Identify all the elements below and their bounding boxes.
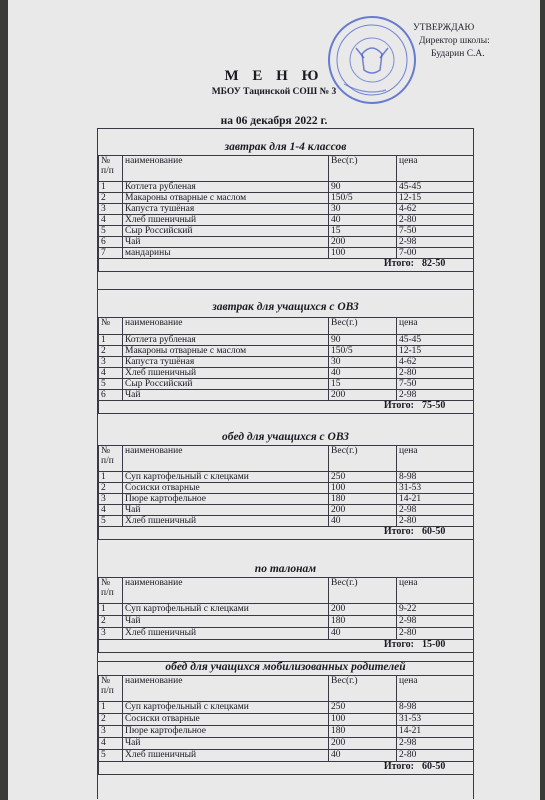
menu-table	[98, 445, 474, 540]
row-price: 9-22	[397, 604, 474, 616]
row-price: 2-80	[397, 750, 474, 762]
row-weight: 15	[329, 226, 397, 237]
row-price: 31-53	[397, 714, 474, 726]
row-name: Суп картофельный с клецками	[123, 702, 329, 714]
row-weight: 250	[329, 702, 397, 714]
row-name: Хлеб пшеничный	[123, 750, 329, 762]
col-number: № п/п	[99, 446, 123, 472]
table-row	[99, 204, 474, 215]
row-price: 14-21	[397, 494, 474, 505]
row-name: мандарины	[123, 248, 329, 259]
col-weight: Вес(г.)	[329, 446, 397, 472]
row-name: Сыр Российский	[123, 379, 329, 390]
approval-signer: Бударин С.А.	[431, 49, 485, 59]
table-row	[99, 750, 474, 762]
menu-frame	[97, 128, 474, 799]
row-price: 31-53	[397, 483, 474, 494]
row-name: Чай	[123, 738, 329, 750]
col-name: наименование	[123, 676, 329, 702]
table-row	[99, 346, 474, 357]
row-weight: 40	[329, 516, 397, 527]
section-title: завтрак для учащихся с ОВЗ	[212, 301, 359, 313]
row-weight: 150/5	[329, 193, 397, 204]
row-name: Котлета рубленая	[123, 335, 329, 346]
row-price: 12-15	[397, 193, 474, 204]
row-name: Макароны отварные с маслом	[123, 193, 329, 204]
row-price: 8-98	[397, 472, 474, 483]
table-row	[99, 215, 474, 226]
row-weight: 180	[329, 494, 397, 505]
menu-document	[8, 0, 540, 800]
table-row	[99, 237, 474, 248]
row-price: 45-45	[397, 335, 474, 346]
table-row	[99, 616, 474, 628]
row-weight: 40	[329, 750, 397, 762]
row-name: Пюре картофельное	[123, 726, 329, 738]
row-price: 2-98	[397, 505, 474, 516]
table-row	[99, 368, 474, 379]
total-label: Итого:	[383, 400, 414, 411]
col-number: №	[99, 318, 123, 335]
table-row	[99, 738, 474, 750]
col-price: цена	[397, 156, 474, 182]
total-label: Итого:	[383, 761, 414, 772]
row-price: 45-45	[397, 182, 474, 193]
col-weight: Вес(г.)	[329, 318, 397, 335]
table-header-row	[99, 578, 474, 604]
row-weight: 30	[329, 357, 397, 368]
col-price: цена	[397, 578, 474, 604]
row-name: Хлеб пшеничный	[123, 516, 329, 527]
row-name: Суп картофельный с клецками	[123, 604, 329, 616]
row-price: 7-50	[397, 226, 474, 237]
table-row	[99, 628, 474, 640]
row-weight: 180	[329, 726, 397, 738]
table-header-row	[99, 318, 474, 335]
table-row	[99, 226, 474, 237]
row-price: 14-21	[397, 726, 474, 738]
col-name: наименование	[123, 578, 329, 604]
table-row	[99, 714, 474, 726]
row-number: 4	[99, 505, 123, 516]
row-number: 1	[99, 472, 123, 483]
row-weight: 100	[329, 483, 397, 494]
row-number: 3	[99, 726, 123, 738]
total-value: 15-00	[422, 639, 446, 650]
row-price: 2-98	[397, 738, 474, 750]
row-name: Пюре картофельное	[123, 494, 329, 505]
row-number: 4	[99, 368, 123, 379]
section-title: по талонам	[254, 563, 317, 575]
total-value: 75-50	[422, 400, 446, 411]
table-row	[99, 335, 474, 346]
menu-table	[98, 675, 474, 775]
school-name: МБОУ Тацинской СОШ № 3	[211, 87, 337, 97]
col-weight: Вес(г.)	[329, 156, 397, 182]
table-header-row	[99, 446, 474, 472]
menu-title: М Е Н Ю	[224, 68, 324, 84]
row-weight: 180	[329, 616, 397, 628]
table-row	[99, 248, 474, 259]
col-price: цена	[397, 318, 474, 335]
row-number: 6	[99, 237, 123, 248]
col-name: наименование	[123, 446, 329, 472]
row-weight: 40	[329, 628, 397, 640]
row-weight: 200	[329, 505, 397, 516]
row-number: 4	[99, 738, 123, 750]
row-weight: 40	[329, 215, 397, 226]
total-label: Итого:	[383, 526, 414, 537]
row-price: 2-80	[397, 215, 474, 226]
row-number: 2	[99, 616, 123, 628]
table-row	[99, 182, 474, 193]
row-name: Хлеб пшеничный	[123, 215, 329, 226]
table-header-row	[99, 676, 474, 702]
row-name: Сыр Российский	[123, 226, 329, 237]
row-name: Макароны отварные с маслом	[123, 346, 329, 357]
row-number: 1	[99, 702, 123, 714]
row-number: 3	[99, 628, 123, 640]
row-weight: 200	[329, 237, 397, 248]
total-label: Итого:	[383, 639, 414, 650]
row-price: 2-80	[397, 628, 474, 640]
row-number: 1	[99, 604, 123, 616]
row-name: Чай	[123, 505, 329, 516]
menu-table	[98, 577, 474, 653]
table-row	[99, 494, 474, 505]
row-weight: 200	[329, 738, 397, 750]
row-weight: 150/5	[329, 346, 397, 357]
row-name: Хлеб пшеничный	[123, 368, 329, 379]
row-weight: 15	[329, 379, 397, 390]
row-price: 2-98	[397, 237, 474, 248]
row-number: 2	[99, 714, 123, 726]
row-number: 4	[99, 215, 123, 226]
row-price: 8-98	[397, 702, 474, 714]
menu-table	[98, 317, 474, 414]
row-price: 2-80	[397, 368, 474, 379]
col-number: № п/п	[99, 156, 123, 182]
row-number: 3	[99, 204, 123, 215]
table-row	[99, 726, 474, 738]
row-name: Чай	[123, 237, 329, 248]
approval-position: Директор школы:	[419, 36, 490, 46]
section-divider	[98, 289, 473, 290]
row-name: Капуста тушёная	[123, 357, 329, 368]
table-row	[99, 379, 474, 390]
section-title: завтрак для 1-4 классов	[224, 141, 347, 153]
row-number: 7	[99, 248, 123, 259]
total-value: 60-50	[422, 526, 446, 537]
row-price: 4-62	[397, 204, 474, 215]
row-number: 5	[99, 379, 123, 390]
col-weight: Вес(г.)	[329, 578, 397, 604]
total-value: 60-50	[422, 761, 446, 772]
row-price: 4-62	[397, 357, 474, 368]
total-value: 82-50	[422, 258, 446, 269]
row-weight: 100	[329, 714, 397, 726]
row-price: 7-50	[397, 379, 474, 390]
table-row	[99, 516, 474, 527]
row-name: Чай	[123, 616, 329, 628]
total-row	[99, 259, 474, 272]
row-number: 3	[99, 494, 123, 505]
row-number: 1	[99, 335, 123, 346]
row-number: 5	[99, 516, 123, 527]
row-name: Сосиски отварные	[123, 483, 329, 494]
col-name: наименование	[123, 318, 329, 335]
col-price: цена	[397, 676, 474, 702]
row-weight: 200	[329, 390, 397, 401]
row-name: Котлета рубленая	[123, 182, 329, 193]
row-name: Сосиски отварные	[123, 714, 329, 726]
total-row	[99, 640, 474, 653]
table-header-row	[99, 156, 474, 182]
total-row	[99, 762, 474, 775]
row-weight: 30	[329, 204, 397, 215]
row-price: 7-00	[397, 248, 474, 259]
row-weight: 250	[329, 472, 397, 483]
col-number: № п/п	[99, 578, 123, 604]
col-price: цена	[397, 446, 474, 472]
row-weight: 200	[329, 604, 397, 616]
table-row	[99, 472, 474, 483]
row-weight: 100	[329, 248, 397, 259]
total-row	[99, 401, 474, 414]
row-number: 2	[99, 193, 123, 204]
total-label: Итого:	[383, 258, 414, 269]
table-row	[99, 357, 474, 368]
row-price: 2-98	[397, 390, 474, 401]
row-name: Хлеб пшеничный	[123, 628, 329, 640]
table-row	[99, 483, 474, 494]
menu-table	[98, 155, 474, 272]
row-name: Чай	[123, 390, 329, 401]
table-row	[99, 604, 474, 616]
row-weight: 40	[329, 368, 397, 379]
total-row	[99, 527, 474, 540]
table-row	[99, 505, 474, 516]
row-weight: 90	[329, 182, 397, 193]
approval-block	[413, 22, 490, 61]
row-name: Суп картофельный с клецками	[123, 472, 329, 483]
section-title: обед для учащихся мобилизованных родителей	[165, 661, 406, 673]
table-row	[99, 390, 474, 401]
row-price: 12-15	[397, 346, 474, 357]
row-price: 2-98	[397, 616, 474, 628]
row-name: Капуста тушёная	[123, 204, 329, 215]
row-number: 6	[99, 390, 123, 401]
row-weight: 90	[329, 335, 397, 346]
col-name: наименование	[123, 156, 329, 182]
row-number: 3	[99, 357, 123, 368]
row-number: 2	[99, 483, 123, 494]
row-number: 5	[99, 750, 123, 762]
col-number: № п/п	[99, 676, 123, 702]
menu-date: на 06 декабря 2022 г.	[220, 115, 328, 127]
row-price: 2-80	[397, 516, 474, 527]
col-weight: Вес(г.)	[329, 676, 397, 702]
section-title: обед для учащихся с ОВЗ	[222, 431, 349, 443]
approval-title: УТВЕРЖДАЮ	[413, 23, 475, 33]
row-number: 5	[99, 226, 123, 237]
row-number: 2	[99, 346, 123, 357]
table-row	[99, 193, 474, 204]
row-number: 1	[99, 182, 123, 193]
table-row	[99, 702, 474, 714]
